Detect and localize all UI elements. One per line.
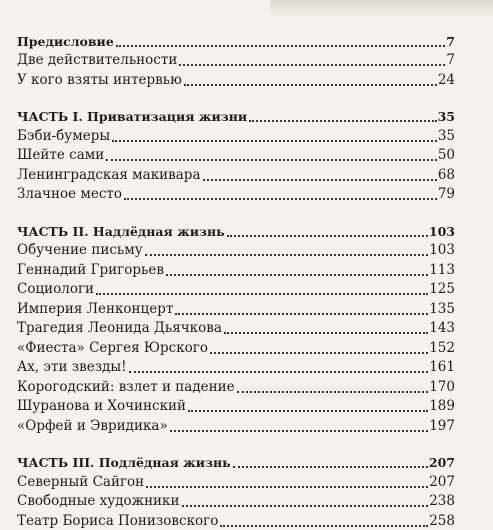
toc-entry [17, 184, 455, 204]
toc-entry-title: Социологи [17, 281, 95, 297]
toc-entry [17, 298, 455, 318]
dot-leader [112, 140, 437, 142]
toc-page-number: 197 [429, 417, 455, 434]
dot-leader [184, 84, 437, 86]
toc-page-number: 161 [429, 359, 455, 375]
toc-entry-title: У кого взяты интервью [17, 71, 182, 88]
toc-entry-title: Театр Бориса Понизовского [17, 512, 219, 529]
toc-entry-title: Свободные художники [17, 493, 180, 509]
toc-entry-title: Империя Ленконцерт [17, 300, 174, 317]
toc-entry-title: Трагедия Леонида Дьячкова [17, 320, 222, 336]
toc-entry-title: Шуранова и Хочинский [17, 398, 187, 414]
toc-entry-title: Геннадий Григорьев [17, 261, 164, 278]
toc-entry-title: Предисловие [17, 33, 114, 49]
toc-entry [17, 337, 455, 357]
toc-entry [17, 164, 455, 184]
dot-leader [96, 293, 428, 295]
toc-entry [17, 279, 455, 299]
dot-leader [124, 198, 437, 200]
toc-section-heading [17, 30, 455, 50]
toc-entry [17, 396, 455, 416]
dot-leader [116, 45, 446, 47]
toc-entry [17, 510, 455, 530]
dot-leader [227, 235, 428, 237]
toc-page-number: 35 [437, 127, 455, 144]
toc-entry [17, 415, 455, 435]
dot-leader [129, 371, 429, 373]
table-of-contents [17, 30, 455, 530]
toc-entry-title: Шейте сами [17, 147, 105, 163]
dot-leader [188, 410, 428, 412]
dot-leader [224, 332, 428, 334]
toc-entry [17, 240, 455, 260]
toc-entry [17, 145, 455, 165]
toc-entry [17, 318, 455, 338]
dot-leader [233, 466, 428, 468]
dot-leader [166, 274, 428, 276]
dot-leader [203, 179, 437, 181]
toc-entry-title: Ленинградская макивара [17, 166, 201, 183]
dot-leader [210, 352, 428, 354]
toc-page-number: 238 [429, 493, 455, 509]
toc-page-number: 24 [437, 71, 455, 88]
toc-page-number: 143 [429, 320, 455, 336]
toc-entry-title: «Фиеста» Сергея Юрского [17, 339, 208, 356]
section-gap [17, 89, 455, 106]
toc-entry [17, 125, 455, 145]
toc-entry [17, 357, 455, 377]
toc-page-number: 68 [437, 166, 455, 183]
toc-section-heading [17, 220, 455, 240]
toc-page-number: 7 [446, 52, 455, 68]
dot-leader [175, 313, 428, 315]
dot-leader [145, 254, 429, 256]
toc-page-number: 125 [429, 281, 455, 297]
toc-page-number: 170 [429, 378, 455, 395]
toc-section-heading [17, 106, 455, 126]
toc-entry [17, 376, 455, 396]
dot-leader [146, 486, 428, 488]
toc-page-number: 189 [429, 398, 455, 414]
toc-entry-title: «Орфей и Эвридика» [17, 417, 168, 434]
toc-page-number: 103 [428, 223, 455, 239]
toc-entry-title: Злачное место [17, 186, 123, 202]
toc-page-number: 7 [446, 33, 455, 49]
toc-entry-title: Две действительности [17, 52, 178, 68]
toc-page-number: 50 [437, 147, 455, 163]
section-gap [17, 435, 455, 452]
toc-entry-title: Ах, эти звезды! [17, 359, 127, 375]
toc-page-number: 135 [429, 300, 455, 317]
toc-entry-title: ЧАСТЬ I. Приватизация жизни [17, 109, 248, 124]
dot-leader [170, 430, 428, 432]
toc-page-number: 152 [429, 339, 455, 356]
toc-page-number: 258 [429, 512, 455, 529]
toc-page-number: 113 [429, 261, 455, 278]
section-gap [17, 203, 455, 220]
toc-entry [17, 69, 455, 89]
dot-leader [237, 391, 429, 393]
toc-entry-title: Корогодский: взлет и падение [17, 378, 235, 395]
toc-entry [17, 50, 455, 70]
page-shadow [270, 0, 493, 18]
dot-leader [179, 64, 445, 66]
toc-entry-title: ЧАСТЬ II. Надлёдная жизнь [17, 223, 225, 239]
toc-entry-title: Северный Сайгон [17, 473, 145, 490]
toc-entry-title: Обучение письму [17, 242, 143, 258]
toc-entry [17, 491, 455, 511]
toc-entry [17, 471, 455, 491]
toc-page-number: 207 [428, 455, 455, 470]
toc-page-number: 35 [437, 109, 455, 124]
toc-page-number: 79 [437, 186, 455, 202]
toc-entry-title: ЧАСТЬ III. Подлёдная жизнь [17, 455, 231, 470]
toc-section-heading [17, 452, 455, 472]
dot-leader [249, 120, 436, 122]
dot-leader [106, 159, 437, 161]
toc-page-number: 207 [429, 473, 455, 490]
toc-entry-title: Бэби-бумеры [17, 127, 111, 144]
dot-leader [220, 525, 428, 527]
toc-entry [17, 259, 455, 279]
toc-page-number: 103 [429, 242, 455, 258]
